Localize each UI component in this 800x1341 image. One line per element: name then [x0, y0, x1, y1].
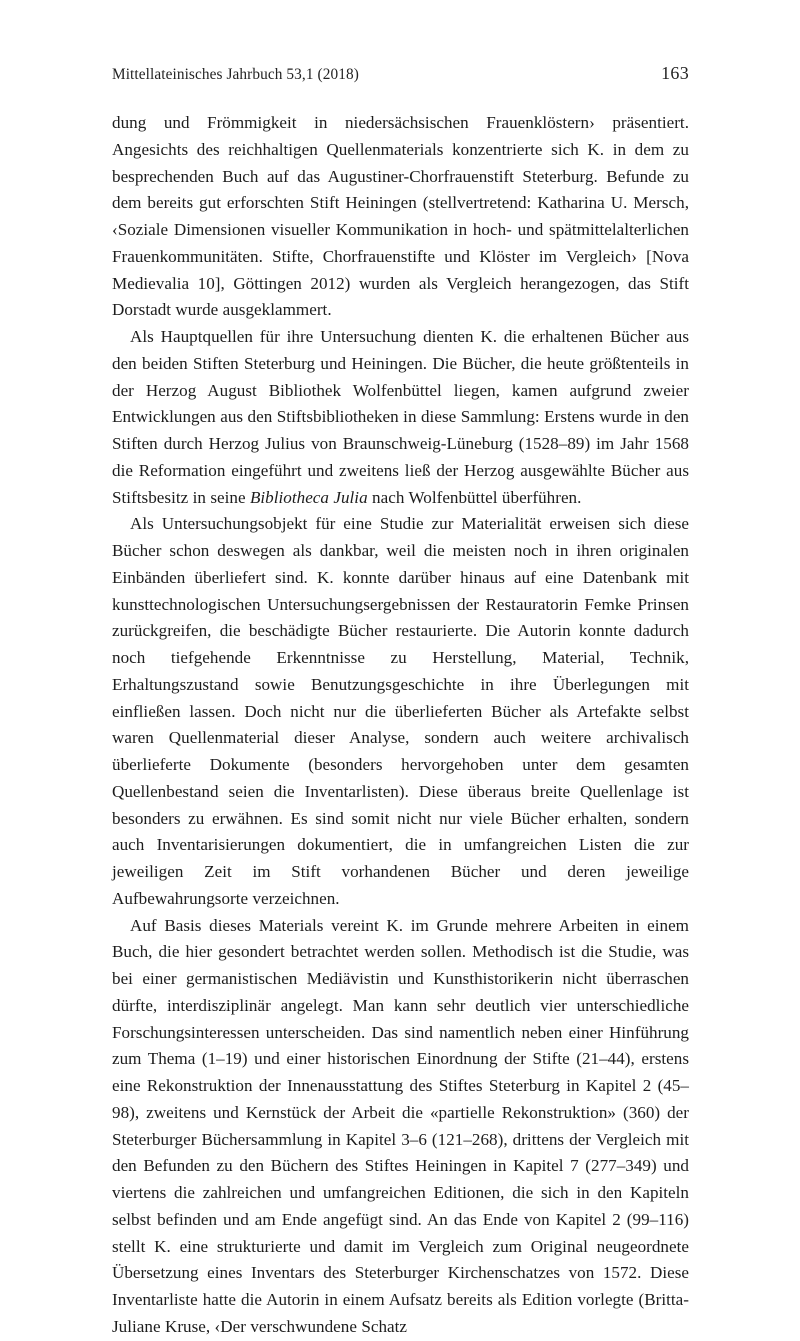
- running-head: [112, 63, 689, 85]
- paragraph-3-text: Als Untersuchungsobjekt für eine Studie zur Materialität erweisen sich diese Bücher schon deswegen als dankbar, weil die meisten noch in ihren originalen Einbänden überliefert sind. K. konnte darüber hinaus auf eine Datenbank mit kunsttechnologischen Untersuchungsergebnissen der Restauratorin Femke Prinsen zurückgreifen, die beschädigte Bücher restaurierte. Die Autorin konnte dadurch noch tiefgehende Erkenntnisse zu Herstellung, Material, Technik, Erhaltungszustand sowie Benutzungsgeschichte in ihre Überlegungen mit einfließen lassen. Doch nicht nur die überlieferten Bücher als Artefakte selbst waren Quellenmaterial dieser Analyse, sondern auch weitere archivalisch überlieferte Dokumente (besonders hervorgehoben unter dem gesamten Quellenbestand seien die Inventarlisten). Diese überaus breite Quellenlage ist besonders zu erwähnen. Es sind somit nicht nur viele Bücher erhalten, sondern auch Inventarisierungen dokumentiert, die in umfangreichen Listen die zur jeweiligen Zeit im Stift vorhandenen Bücher und deren jeweilige Aufbewahrungsorte verzeichnen.: [112, 514, 689, 908]
- paragraph-2-text-part-a: Als Hauptquellen für ihre Untersuchung dienten K. die erhaltenen Bücher aus den beiden Stiften Steterburg und Heiningen. Die Bücher, die heute größtenteils in der Herzog August Bibliothek Wolfenbüttel liegen, kamen aufgrund zweier Entwicklungen aus den Stiftsbibliotheken in diese Sammlung: Erstens wurde in den Stiften durch Herzog Julius von Braunschweig-Lüneburg (1528–89) im Jahr 1568 die Reformation eingeführt und zweitens ließ der Herzog ausgewählte Bücher aus Stiftsbesitz in seine: [112, 327, 689, 507]
- paragraph-structure: [112, 913, 689, 1341]
- page-content: [112, 63, 689, 1341]
- paragraph-1-text: dung und Frömmigkeit in niedersächsischen Frauenklöstern› präsentiert. Angesichts des reichhaltigen Quellenmaterials konzentrierte sich K. in dem zu besprechenden Buch auf das Augustiner-Chorfrauenstift Steterburg. Befunde zu dem bereits gut erforschten Stift Heiningen (stellvertretend: Katharina U. Mersch, ‹Soziale Dimensionen visueller Kommunikation in hoch- und spätmittelalterlichen Frauenkommunitäten. Stifte, Chorfrauenstifte und Klöster im Vergleich› [Nova Medievalia 10], Göttingen 2012) wurden als Vergleich herangezogen, das Stift Dorstadt wurde ausgeklammert.: [112, 113, 689, 320]
- paragraph-2-text-part-b: nach Wolfenbüttel überführen.: [367, 487, 582, 507]
- body-text: [112, 110, 689, 1341]
- paragraph-materiality: [112, 511, 689, 912]
- running-head-title: Mittellateinisches Jahrbuch 53,1 (2018): [112, 66, 359, 83]
- page-number: 163: [661, 63, 689, 83]
- work-title-bibliotheca-julia: Bibliotheca Julia: [249, 487, 368, 507]
- paragraph-4-text: Auf Basis dieses Materials vereint K. im Grunde mehrere Arbeiten in einem Buch, die hier gesondert betrachtet werden sollen. Methodisch ist die Studie, was bei einer germanistischen Mediävistin und Kunsthistorikerin nicht überraschen dürfte, interdisziplinär angelegt. Man kann sehr deutlich vier unterschiedliche Forschungsinteressen unterscheiden. Das sind namentlich neben einer Hinführung zum Thema (1–19) und einer historischen Einordnung der Stifte (21–44), erstens eine Rekonstruktion der Innenausstattung des Stiftes Steterburg in Kapitel 2 (45–98), zweitens und Kernstück der Arbeit die «partielle Rekonstruktion» (360) der Steterburger Büchersammlung in Kapitel 3–6 (121–268), drittens der Vergleich mit den Befunden zu den Büchern des Stiftes Heiningen in Kapitel 7 (277–349) und viertens die zahlreichen und umfangreichen Editionen, die sich in den Kapiteln selbst befinden und am Ende angefügt sind. An das Ende von Kapitel 2 (99–116) stellt K. eine strukturierte und damit im Vergleich zum Original neugeordnete Übersetzung eines Inventars des Steterburger Kirchenschatzes von 1572. Diese Inventarliste hatte die Autorin in einem Aufsatz bereits als Edition vorlegte (Britta-Juliane Kruse, ‹Der verschwundene Schatz: [112, 915, 689, 1336]
- paragraph-sources: [112, 324, 689, 511]
- paragraph-continued: [112, 110, 689, 324]
